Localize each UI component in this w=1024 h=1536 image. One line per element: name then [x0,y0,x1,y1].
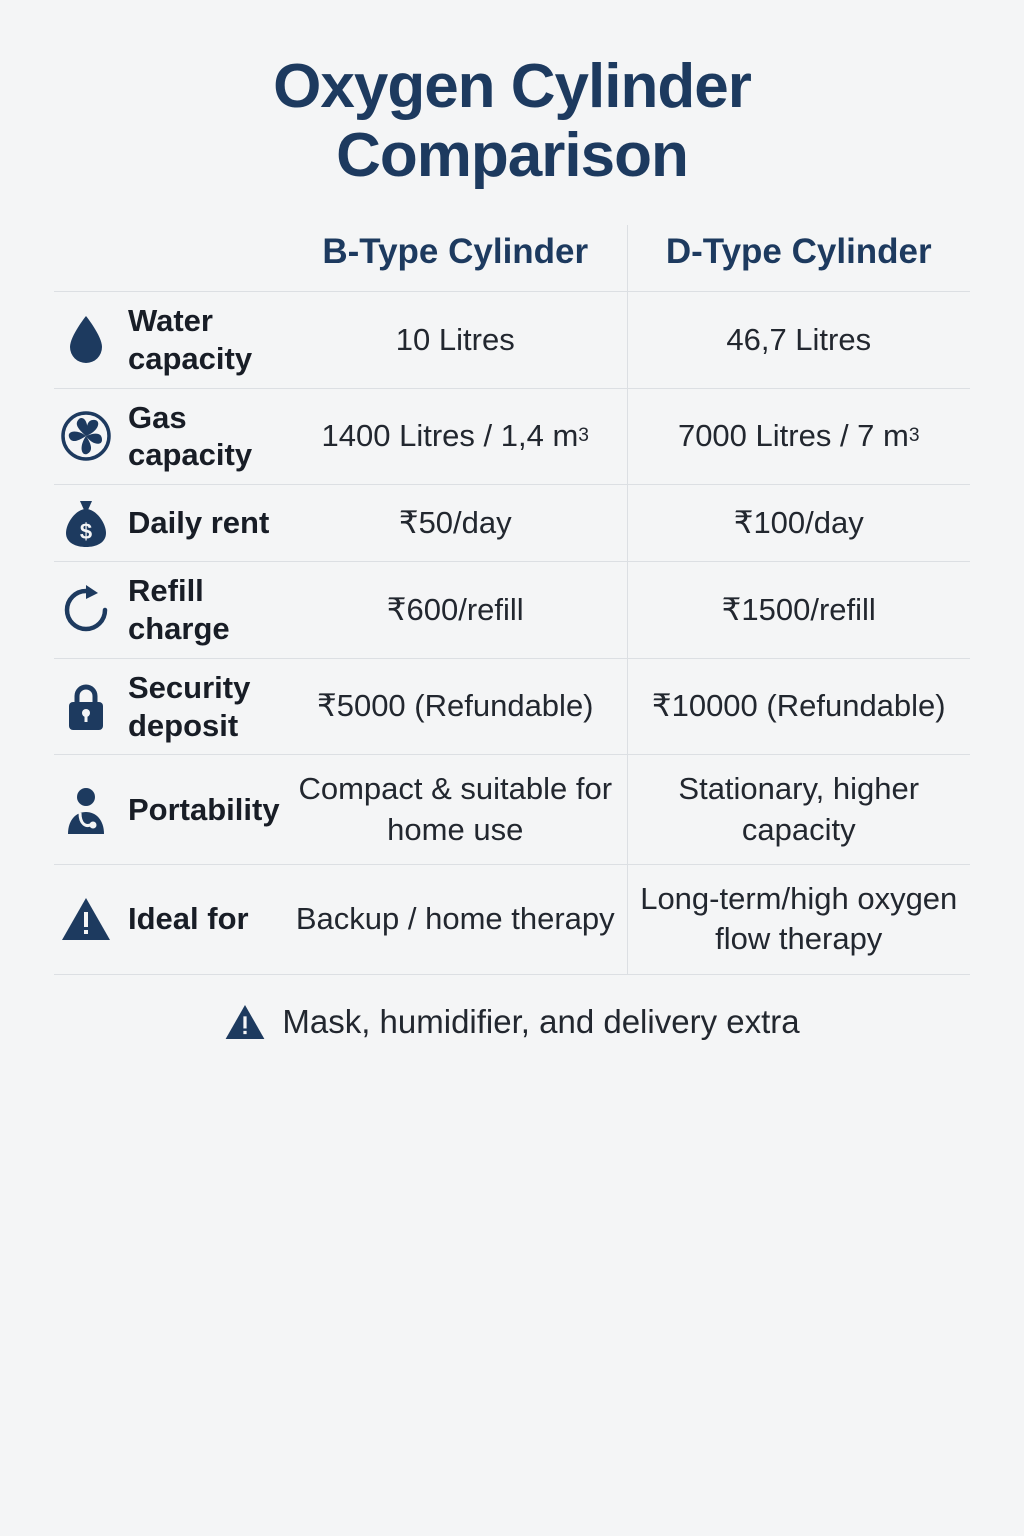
water-drop-icon [58,312,114,368]
row-label-gas-capacity [54,389,284,485]
cell-d-water-capacity: 46,7 Litres [627,292,971,388]
page-title: Oxygen Cylinder Comparison [273,52,751,191]
gas-swirl-icon [58,408,114,464]
table-header-row [54,225,970,292]
cell-d-ideal-for: Long-term/high oxygen flow therapy [627,865,971,974]
lock-icon [58,679,114,735]
table-row [54,292,970,389]
cell-b-ideal-for: Backup / home therapy [295,901,615,937]
row-label-portability [54,755,284,864]
row-label-text: Ideal for [128,901,249,937]
cell-b-gas-capacity: 1400 Litres / 1,4 m 3 [321,418,589,454]
row-label-security-deposit [54,659,284,755]
cell-d-refill-charge: ₹1500/refill [627,562,971,658]
row-label-text: Refill charge [128,573,230,646]
cell-b-security-deposit: ₹5000 (Refundable) [316,688,594,724]
row-label-daily-rent [54,485,284,561]
row-label-ideal-for [54,865,284,974]
cell-b-portability: Compact & suitable for home use [298,771,613,847]
row-label-water-capacity [54,292,284,388]
warning-triangle-icon [58,891,114,947]
cell-b-refill-charge: ₹600/refill [386,591,524,627]
money-bag-icon [58,495,114,551]
row-label-text: Gas capacity [128,399,253,473]
table-row [54,562,970,659]
column-header-d-type: D-Type Cylinder [627,225,971,291]
row-label-text: Security deposit [128,669,251,743]
column-header-b-type: B-Type Cylinder [322,231,589,271]
cell-d-gas-capacity: 7000 Litres / 7 m 3 [627,389,971,485]
svg-text:$: $ [79,519,93,545]
warning-triangle-icon [224,1001,266,1043]
row-label-text: Water capacity [128,302,253,376]
table-row [54,865,970,975]
cell-b-water-capacity: 10 Litres [395,321,515,357]
refresh-arrow-icon [58,582,114,638]
row-label-refill-charge [54,562,284,658]
table-row [54,485,970,562]
cell-d-daily-rent: ₹100/day [627,485,971,561]
row-label-text: Daily rent [128,505,270,541]
table-row [54,389,970,486]
footnote [0,1001,1024,1043]
cell-d-security-deposit: ₹10000 (Refundable) [627,659,971,755]
doctor-icon [58,782,114,838]
row-label-text: Portability [128,791,280,827]
header-spacer [54,225,284,291]
footnote-text: Mask, humidifier, and delivery extra [282,1002,800,1040]
comparison-table [54,225,970,975]
table-row [54,659,970,756]
table-row [54,755,970,865]
cell-b-daily-rent: ₹50/day [398,504,512,540]
cell-d-portability: Stationary, higher capacity [627,755,971,864]
